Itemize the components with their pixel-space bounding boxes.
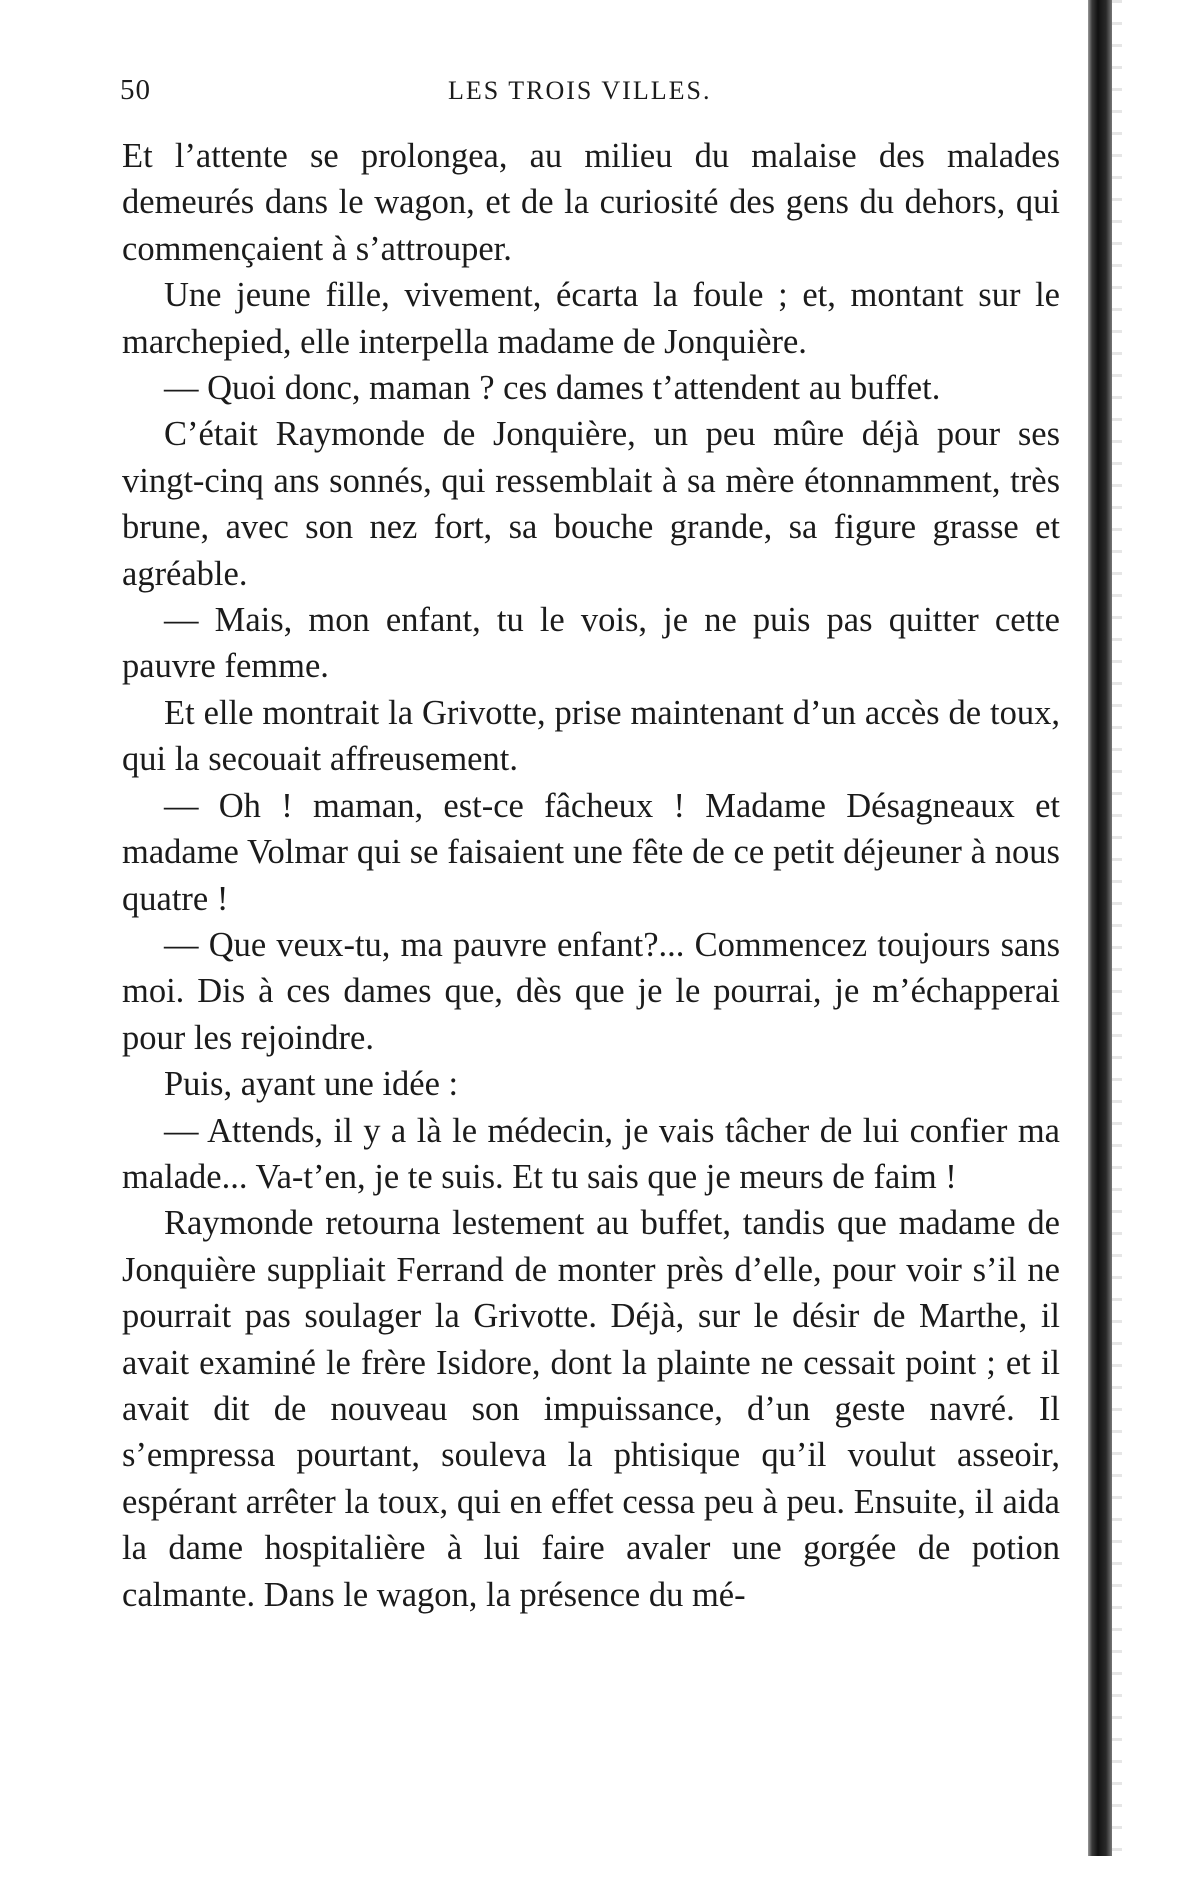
paragraph: — Mais, mon enfant, tu le vois, je ne puis pas quitter cette pauvre femme. bbox=[122, 601, 1060, 686]
paragraph: Et l’attente se prolongea, au milieu du malaise des malades demeurés dans le wagon, et de la curiosité des gens du dehors, qui commençaient à s’attrouper. bbox=[122, 137, 1060, 268]
paragraph: Une jeune fille, vivement, écarta la foule ; et, montant sur le marchepied, elle interpella madame de Jonquière. bbox=[122, 276, 1060, 361]
paragraph: — Quoi donc, maman ? ces dames t’attendent au buffet. bbox=[164, 369, 941, 408]
paragraph: — Que veux-tu, ma pauvre enfant?... Commencez toujours sans moi. Dis à ces dames que, dès que je le pourrai, je m’échapperai pour les rejoindre. bbox=[122, 925, 1060, 1057]
paragraph: C’était Raymonde de Jonquière, un peu mûre déjà pour ses vingt-cinq ans sonnés, qui ressemblait à sa mère étonnamment, très brune, avec son nez fort, sa bouche grande, sa figure grasse et agréable. bbox=[122, 415, 1060, 593]
running-head bbox=[120, 74, 1060, 114]
page-number: 50 bbox=[120, 74, 151, 106]
book-spine-shadow bbox=[1088, 0, 1112, 1856]
paragraph: — Attends, il y a là le médecin, je vais tâcher de lui confier ma malade... Va-t’en, je te suis. Et tu sais que je meurs de faim ! bbox=[122, 1111, 1060, 1196]
paragraph: — Oh ! maman, est-ce fâcheux ! Madame Désagneaux et madame Volmar qui se faisaient une fête de ce petit déjeuner à nous quatre ! bbox=[122, 786, 1060, 918]
running-title: LES TROIS VILLES. bbox=[448, 76, 712, 105]
page-edge-texture bbox=[1112, 0, 1122, 1856]
paragraph: Raymonde retourna lestement au buffet, tandis que madame de Jonquière suppliait Ferrand de monter près d’elle, pour voir s’il ne pourrait pas soulager la Grivotte. Déjà, sur le désir de Marthe, il avait examiné le frère Isidore, dont la plainte ne cessait point ; et il avait dit de nouveau son impuissance, d’un geste navré. Il s’empressa pourtant, souleva la phtisique qu’il voulut asseoir, espérant arrêter la toux, qui en effet cessa peu à peu. Ensuite, il aida la dame hospitalière à lui faire avaler une gorgée de potion calmante. Dans le wagon, la présence du mé- bbox=[122, 1204, 1060, 1614]
body-text bbox=[122, 133, 1060, 1618]
paragraph: Et elle montrait la Grivotte, prise maintenant d’un accès de toux, qui la secouait affreusement. bbox=[122, 693, 1060, 779]
paragraph: Puis, ayant une idée : bbox=[164, 1065, 459, 1104]
